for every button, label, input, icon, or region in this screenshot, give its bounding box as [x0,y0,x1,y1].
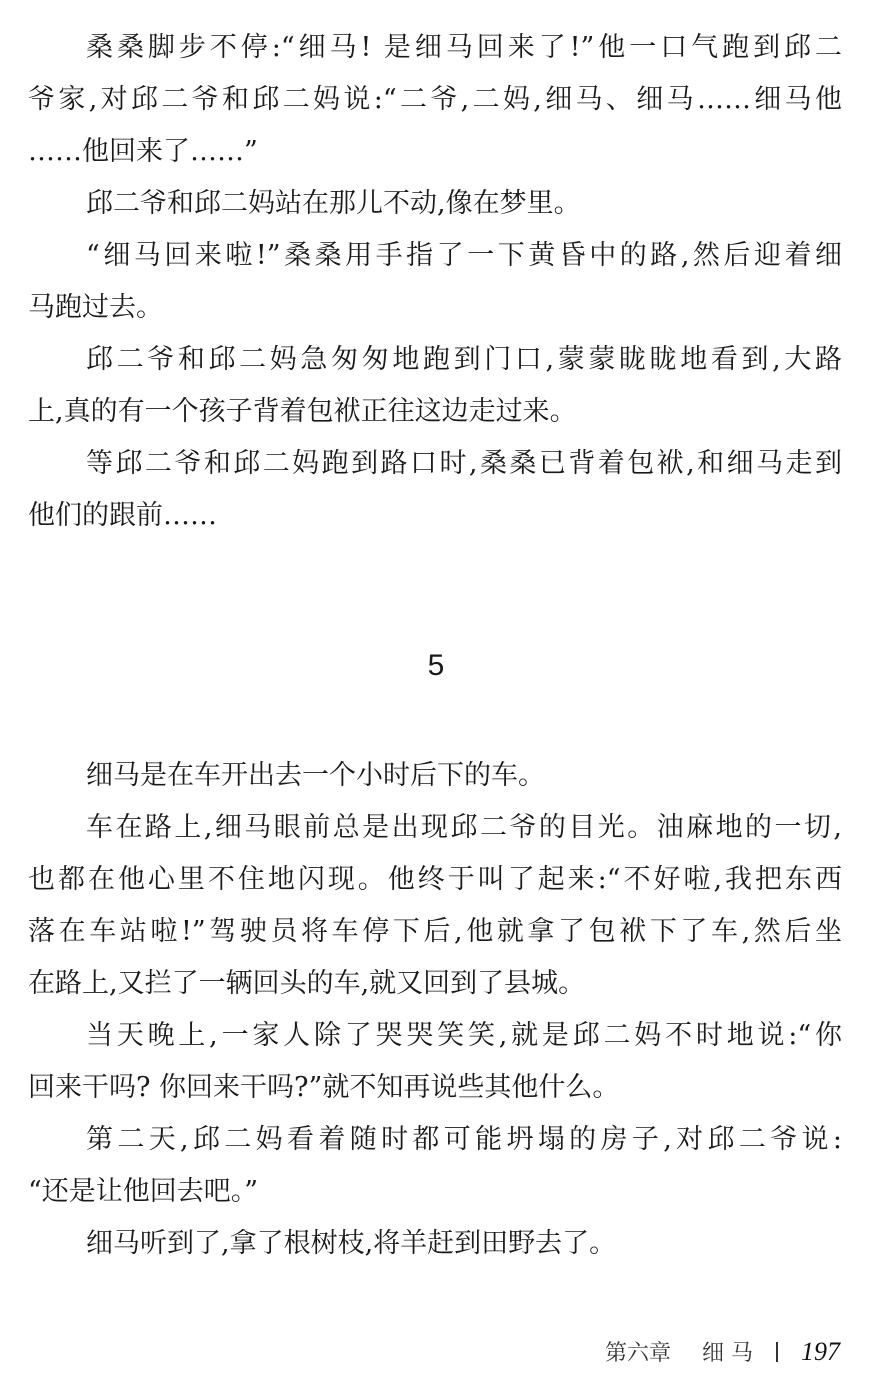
paragraph [28,802,842,1010]
paragraph [28,178,842,230]
text-line: 车在路上,细马眼前总是出现邱二爷的目光。油麻地的一切, [86,812,842,843]
paragraph [28,22,842,178]
text-line: 当天晚上,一家人除了哭哭笑笑,就是邱二妈不时地说:“你 [86,1020,842,1051]
page-footer [605,1334,840,1372]
text-line: ……他回来了……” [28,136,258,167]
text-line: 在路上,又拦了一辆回头的车,就又回到了县城。 [28,968,586,999]
section-heading: 5 [427,649,445,682]
text-line: 细马听到了,拿了根树枝,将羊赶到田野去了。 [86,1228,617,1259]
text-line: 细马是在车开出去一个小时后下的车。 [86,760,545,791]
text-line: 马跑过去。 [28,292,163,323]
text-line: 他们的跟前…… [28,500,217,531]
divider [776,1342,778,1362]
section-2-text [28,750,842,1270]
paragraph [28,230,842,334]
text-line: 也都在他心里不住地闪现。他终于叫了起来:“不好啦,我把东西 [28,864,842,895]
text-line: 邱二爷和邱二妈急匆匆地跑到门口,蒙蒙眬眬地看到,大路 [86,344,842,375]
chapter-label: 第六章 [604,1341,671,1366]
paragraph [28,1010,842,1114]
text-line: 回来干吗? 你回来干吗?”就不知再说些其他什么。 [28,1072,620,1103]
paragraph [28,438,842,542]
paragraph [28,1114,842,1218]
text-line: “还是让他回去吧。” [28,1176,259,1207]
text-line: 等邱二爷和邱二妈跑到路口时,桑桑已背着包袱,和细马走到 [86,448,842,479]
paragraph [28,334,842,438]
paragraph [28,750,842,802]
text-line: 邱二爷和邱二妈站在那儿不动,像在梦里。 [86,188,581,219]
text-line: “细马回来啦!”桑桑用手指了一下黄昏中的路,然后迎着细 [86,240,842,271]
text-line: 落在车站啦!”驾驶员将车停下后,他就拿了包袱下了车,然后坐 [28,916,842,947]
text-line: 第二天,邱二妈看着随时都可能坍塌的房子,对邱二爷说: [86,1124,842,1155]
text-line: 爷家,对邱二爷和邱二妈说:“二爷,二妈,细马、细马……细马他 [28,84,842,115]
chapter-title: 细 马 [702,1341,753,1366]
section-1-text [28,22,842,542]
paragraph [28,1218,842,1270]
text-line: 桑桑脚步不停:“细马! 是细马回来了!”他一口气跑到邱二 [86,32,842,63]
page-number: 197 [801,1337,840,1366]
text-line: 上,真的有一个孩子背着包袱正往这边走过来。 [28,396,577,427]
